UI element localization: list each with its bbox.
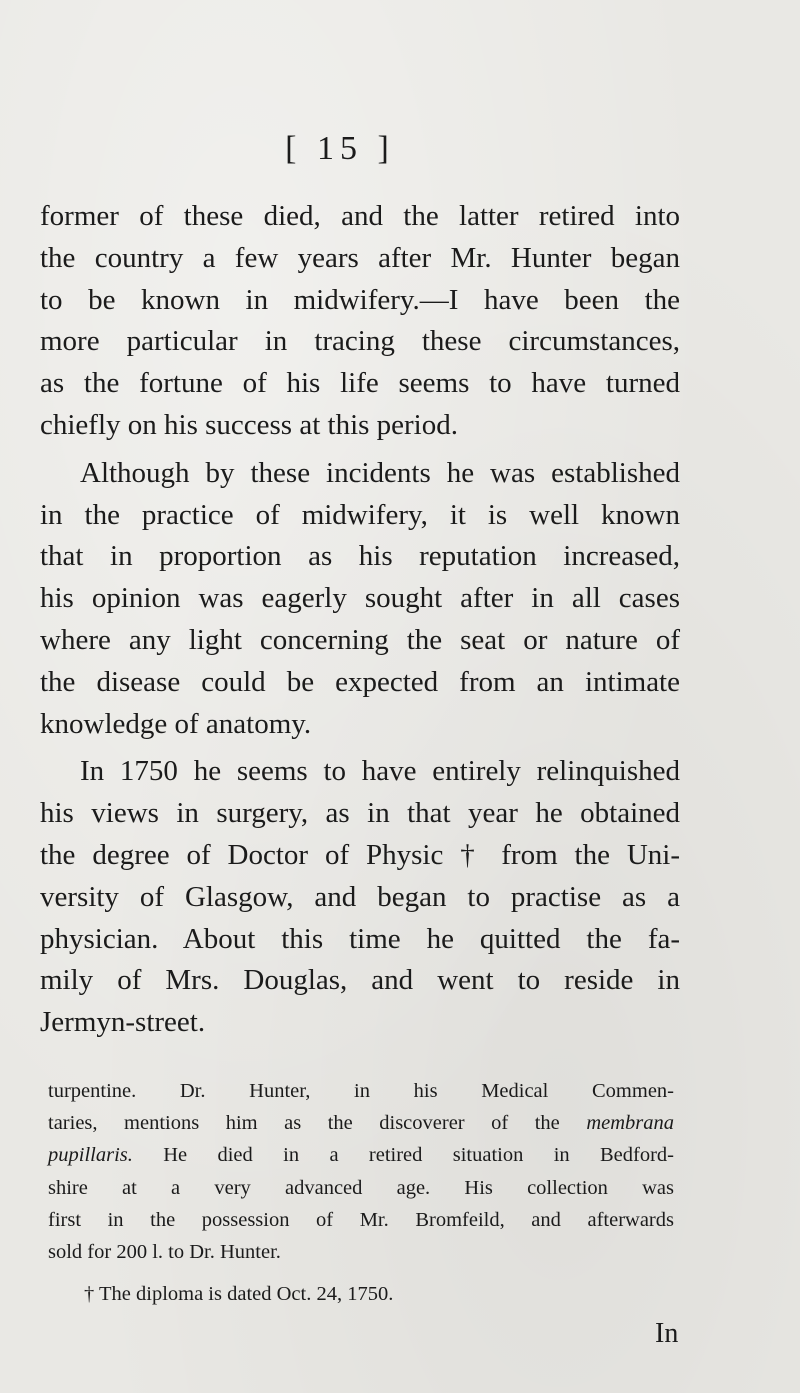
text-line: the degree of Doctor of Physic † from the Uni- bbox=[40, 838, 680, 871]
text-line: mily of Mrs. Douglas, and went to reside in bbox=[40, 964, 680, 997]
footnote-line bbox=[48, 1139, 674, 1171]
text-line: In 1750 he seems to have entirely relinquished bbox=[80, 755, 680, 788]
catchword: In bbox=[655, 1318, 679, 1349]
footnote-italic: pupillaris. bbox=[48, 1144, 133, 1167]
text-line: as the fortune of his life seems to have turned bbox=[40, 367, 680, 400]
text-line: more particular in tracing these circumstances, bbox=[40, 325, 680, 358]
text-line: in the practice of midwifery, it is well known bbox=[40, 498, 680, 531]
text-line: chiefly on his success at this period. bbox=[40, 408, 458, 441]
footnote-text: taries, mentions him as the discoverer of the bbox=[48, 1112, 560, 1135]
footnote-line: first in the possession of Mr. Bromfeild, and afterwards bbox=[48, 1208, 674, 1231]
dagger-footnote: † The diploma is dated Oct. 24, 1750. bbox=[84, 1283, 394, 1306]
footnote-text: He died in a retired situation in Bedford- bbox=[163, 1144, 674, 1167]
paragraph-3 bbox=[40, 751, 680, 1044]
text-line: Jermyn-street. bbox=[40, 1006, 206, 1039]
text-line: former of these died, and the latter retired into bbox=[40, 200, 680, 232]
footnotes bbox=[48, 1075, 674, 1310]
text-line: where any light concerning the seat or nature of bbox=[40, 623, 680, 656]
text-line: that in proportion as his reputation increased, bbox=[40, 540, 680, 573]
text-line: knowledge of anatomy. bbox=[40, 707, 312, 740]
footnote-line: sold for 200 l. to Dr. Hunter. bbox=[48, 1241, 281, 1264]
text-line: the country a few years after Mr. Hunter began bbox=[40, 241, 680, 274]
footnote-italic: membrana bbox=[586, 1112, 674, 1135]
page-number: [ 15 ] bbox=[285, 130, 395, 167]
text-line: to be known in midwifery.—I have been the bbox=[40, 283, 680, 316]
footnote-line: turpentine. Dr. Hunter, in his Medical Commen- bbox=[48, 1080, 674, 1102]
text-line: Although by these incidents he was established bbox=[80, 456, 680, 489]
footnote-line: shire at a very advanced age. His collection was bbox=[48, 1176, 674, 1199]
text-line: the disease could be expected from an intimate bbox=[40, 665, 680, 698]
paragraph-2 bbox=[40, 453, 680, 746]
paragraph-1 bbox=[40, 196, 680, 447]
body-text bbox=[40, 196, 680, 1050]
text-line: his views in surgery, as in that year he obtained bbox=[40, 797, 680, 830]
text-line: physician. About this time he quitted the fa- bbox=[40, 922, 680, 955]
footnote-line bbox=[48, 1107, 674, 1139]
text-line: his opinion was eagerly sought after in all cases bbox=[40, 582, 680, 615]
text-line: versity of Glasgow, and began to practise as a bbox=[40, 880, 680, 913]
